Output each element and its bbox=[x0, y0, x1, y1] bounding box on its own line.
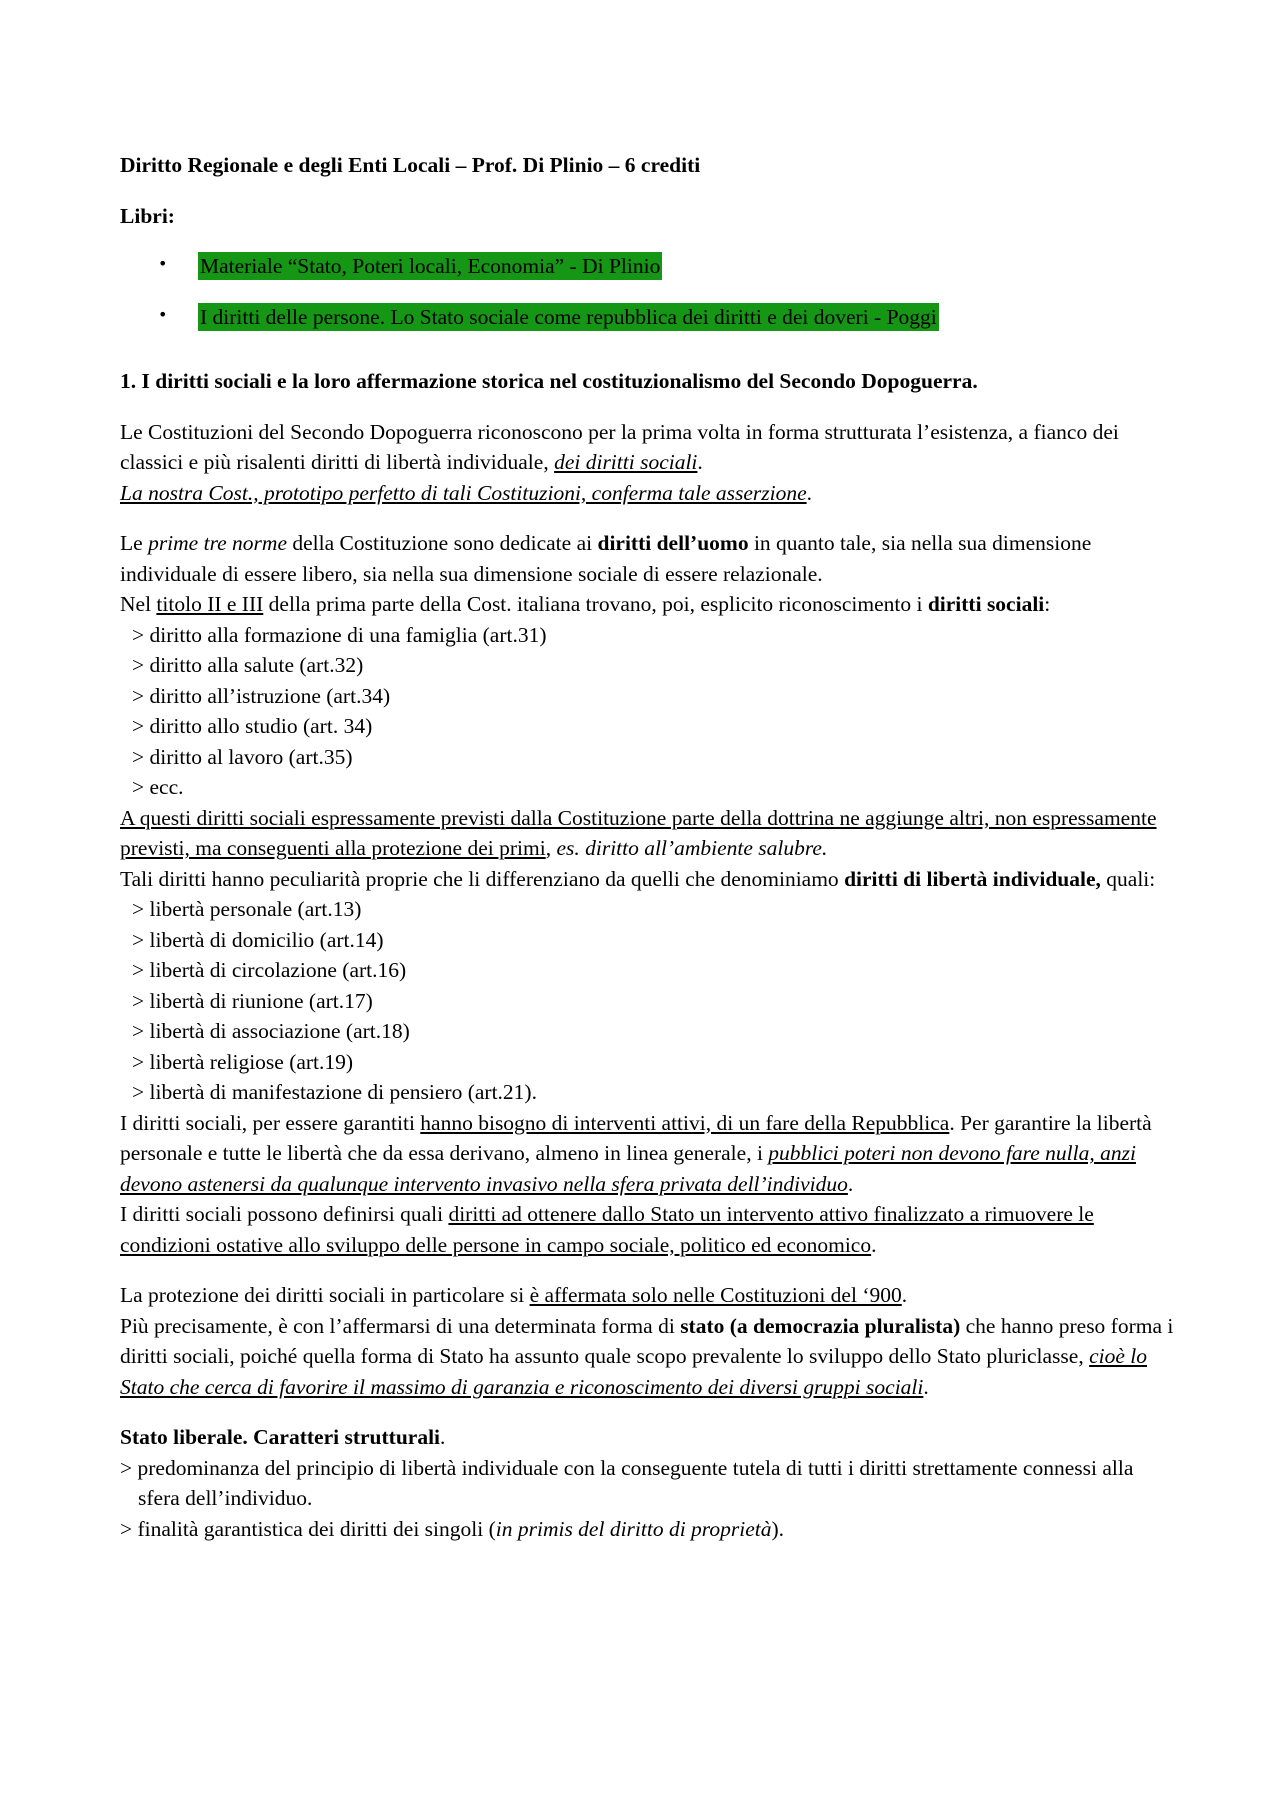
list-item: > diritto alla salute (art.32) bbox=[132, 653, 364, 677]
text: in quanto tale, sia nella sua dimensione individuale di essere libero, sia nella sua dimensione sociale di essere relazionale. bbox=[120, 531, 1092, 586]
text: , bbox=[545, 836, 557, 860]
text: : bbox=[1044, 592, 1051, 616]
list-item: > diritto allo studio (art. 34) bbox=[132, 714, 373, 738]
underlined-text: pubblici poteri non devono fare nulla, anzi devono astenersi da qualunque intervento invasivo nella sfera privata dell’individuo bbox=[120, 1141, 1136, 1196]
bullet-icon: • bbox=[158, 304, 168, 324]
list-item bbox=[120, 1514, 1180, 1545]
text: Più precisamente, è con l’affermarsi di una determinata forma di bbox=[120, 1313, 681, 1338]
paragraph-human-rights bbox=[120, 528, 1180, 589]
text: Le Costituzioni del Secondo Dopoguerra riconoscono per la prima volta in forma strutturata l’esistenza, a fianco dei classici e più risalenti diritti di libertà individuale, bbox=[120, 419, 1119, 474]
paragraph-social-rights-intro bbox=[120, 589, 1180, 620]
text: I diritti sociali possono definirsi quali bbox=[120, 1202, 449, 1226]
paragraph-intro bbox=[120, 417, 1180, 509]
book-item bbox=[120, 251, 1180, 282]
text: . bbox=[901, 1283, 908, 1307]
section-heading: 1. I diritti sociali e la loro affermazione storica nel costituzionalismo del Secondo Dopoguerra. bbox=[120, 369, 978, 393]
text: Tali diritti hanno peculiarità proprie che li differenziano da quelli che denominiamo bbox=[120, 866, 845, 891]
text: della Costituzione sono dedicate ai bbox=[287, 531, 598, 555]
text: della prima parte della Cost. italiana trovano, poi, esplicito riconoscimento i bbox=[263, 592, 928, 616]
text: > finalità garantistica dei diritti dei singoli ( bbox=[120, 1516, 496, 1541]
paragraph-protection bbox=[120, 1280, 1180, 1311]
text: . bbox=[847, 1171, 854, 1196]
text: . bbox=[440, 1425, 446, 1449]
underlined-text: A questi diritti sociali espressamente previsti dalla Costituzione parte della dottrina ne aggiunge altri, non espressamente previsti, ma conseguenti alla protezione dei primi bbox=[120, 805, 1157, 860]
text: Le bbox=[120, 531, 149, 555]
underlined-text: cioè lo Stato che cerca di favorire il massimo di garanzia e riconoscimento dei diversi gruppi sociali bbox=[120, 1344, 1147, 1399]
bold-text: Stato liberale. Caratteri strutturali bbox=[120, 1425, 441, 1449]
bold-text: stato (a democrazia pluralista) bbox=[680, 1313, 961, 1338]
paragraph-active-intervention bbox=[120, 1108, 1180, 1200]
underlined-text: diritti ad ottenere dallo Stato un intervento attivo finalizzato a rimuovere le condizioni ostative allo sviluppo delle persone in campo sociale, politico ed economico bbox=[120, 1202, 1094, 1257]
list-item: > libertà di circolazione (art.16) bbox=[132, 958, 407, 982]
book-list bbox=[120, 251, 1180, 332]
text: quali: bbox=[1100, 866, 1156, 891]
list-item: > diritto al lavoro (art.35) bbox=[132, 744, 353, 769]
book-item bbox=[120, 302, 1180, 333]
underlined-text: La nostra Cost., prototipo perfetto di tali Costituzioni, conferma tale asserzione bbox=[120, 480, 807, 505]
text: . Per garantire la libertà personale e tutte le libertà che da essa derivano, almeno in linea generale, i bbox=[120, 1110, 1152, 1165]
paragraph-liberty-rights-intro bbox=[120, 864, 1180, 895]
highlighted-book-title: Materiale “Stato, Poteri locali, Economia” - Di Plinio bbox=[200, 254, 661, 278]
list-item: > ecc. bbox=[132, 775, 184, 799]
text: La protezione dei diritti sociali in particolare si bbox=[120, 1283, 530, 1307]
text: . bbox=[871, 1232, 877, 1257]
list-item: > libertà personale (art.13) bbox=[132, 897, 362, 921]
list-item: > diritto all’istruzione (art.34) bbox=[132, 683, 391, 708]
text: > predominanza del principio di libertà individuale con la conseguente tutela di tutti i diritti strettamente connessi alla sfera dell’individuo. bbox=[120, 1455, 1134, 1510]
bold-text: diritti di libertà individuale, bbox=[844, 866, 1101, 891]
paragraph-definition bbox=[120, 1199, 1180, 1260]
text: . bbox=[923, 1374, 929, 1399]
underlined-text: dei diritti sociali bbox=[554, 450, 698, 474]
list-item: > libertà di domicilio (art.14) bbox=[132, 927, 384, 952]
italic-text: prime tre norme bbox=[148, 531, 287, 555]
text: Nel bbox=[120, 592, 157, 616]
text: . bbox=[806, 480, 813, 505]
list-item: > libertà di associazione (art.18) bbox=[132, 1019, 410, 1043]
liberal-state-heading bbox=[120, 1422, 1180, 1453]
social-rights-list bbox=[120, 620, 1180, 803]
books-label: Libri: bbox=[120, 203, 175, 228]
italic-text: es. diritto all’ambiente salubre. bbox=[556, 836, 828, 860]
underlined-text: hanno bisogno di interventi attivi, di un fare della Repubblica bbox=[420, 1110, 950, 1135]
list-item: > diritto alla formazione di una famiglia (art.31) bbox=[132, 622, 547, 647]
highlighted-book-title: I diritti delle persone. Lo Stato sociale come repubblica dei diritti e dei doveri - Poggi bbox=[200, 304, 937, 329]
paragraph-additional-rights bbox=[120, 803, 1180, 864]
underlined-text: titolo II e III bbox=[156, 592, 264, 616]
bold-text: diritti dell’uomo bbox=[597, 531, 749, 555]
underlined-text: è affermata solo nelle Costituzioni del ‘900 bbox=[529, 1283, 902, 1307]
bold-text: diritti sociali bbox=[927, 592, 1045, 616]
liberal-state-list bbox=[120, 1453, 1180, 1545]
italic-text: in primis del diritto di proprietà bbox=[495, 1516, 772, 1541]
list-item: > libertà religiose (art.19) bbox=[132, 1049, 354, 1074]
document-title: Diritto Regionale e degli Enti Locali – Prof. Di Plinio – 6 crediti bbox=[120, 153, 701, 177]
list-item: > libertà di riunione (art.17) bbox=[132, 988, 373, 1013]
text: che hanno preso forma i diritti sociali, poiché quella forma di Stato ha assunto quale scopo prevalente lo sviluppo dello Stato pluriclasse, bbox=[120, 1313, 1174, 1368]
text: . bbox=[697, 450, 703, 474]
list-item bbox=[120, 1453, 1180, 1514]
paragraph-pluralist-state bbox=[120, 1311, 1180, 1403]
text: I diritti sociali, per essere garantiti bbox=[120, 1110, 421, 1135]
text: ). bbox=[771, 1516, 785, 1541]
list-item: > libertà di manifestazione di pensiero (art.21). bbox=[132, 1080, 537, 1104]
bullet-icon: • bbox=[158, 254, 168, 273]
liberty-rights-list bbox=[120, 894, 1180, 1108]
